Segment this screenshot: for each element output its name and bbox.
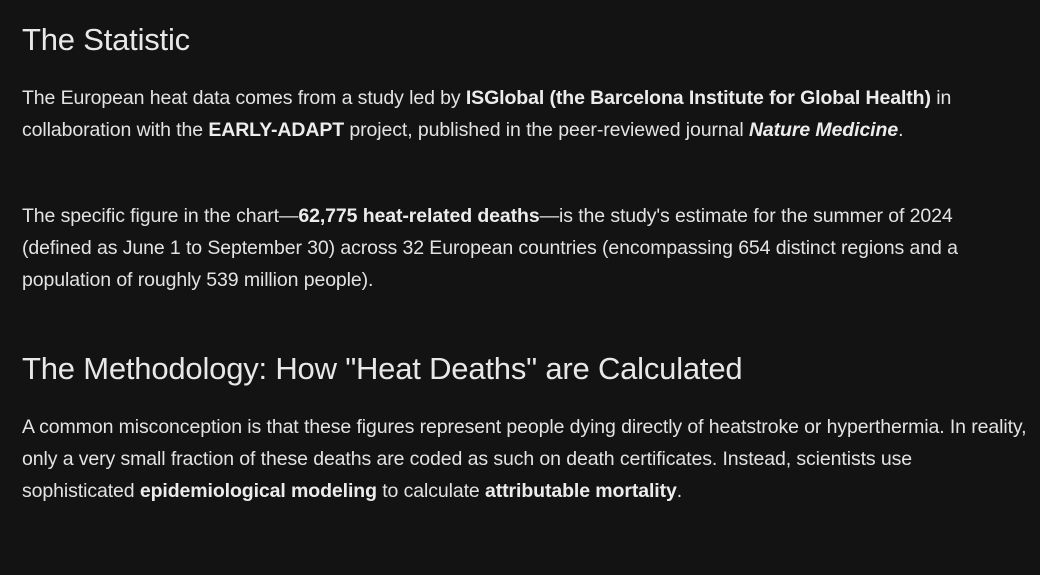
text: to calculate bbox=[376, 480, 485, 502]
paragraph-specific-figure bbox=[22, 200, 1027, 296]
bold-text-epidemiological-modeling: epidemiological modeling bbox=[139, 480, 377, 502]
text: —is the study's estimate for the summer of 2024 (defined as June 1 to September 30) across 32 European countries (encompassing 654 distinct regions and a population of roughly 539 million people). bbox=[22, 205, 958, 291]
bold-text-isglobal: ISGlobal (the Barcelona Institute for Global Health) bbox=[465, 87, 931, 109]
text: The specific figure in the chart— bbox=[22, 205, 299, 227]
text: . bbox=[898, 119, 904, 141]
section-heading-statistic: The Statistic bbox=[22, 22, 190, 57]
bold-text-death-count: 62,775 heat-related deaths bbox=[298, 205, 540, 227]
journal-name: Nature Medicine bbox=[748, 119, 899, 141]
paragraph-methodology bbox=[22, 411, 1027, 507]
text: . bbox=[676, 480, 683, 502]
paragraph-study-source bbox=[22, 82, 1027, 146]
text: The European heat data comes from a study led by bbox=[22, 87, 466, 109]
bold-text-early-adapt: EARLY-ADAPT bbox=[208, 119, 345, 141]
section-heading-methodology: The Methodology: How "Heat Deaths" are Calculated bbox=[22, 351, 743, 386]
text: in collaboration with the bbox=[22, 87, 952, 141]
text: project, published in the peer-reviewed journal bbox=[344, 119, 749, 141]
text: A common misconception is that these figures represent people dying directly of heatstroke or hyperthermia. In reality, only a very small fraction of these deaths are coded as such on death certificates. Instead, scientists use sophisticated bbox=[22, 416, 1027, 502]
bold-text-attributable-mortality: attributable mortality bbox=[484, 480, 677, 502]
